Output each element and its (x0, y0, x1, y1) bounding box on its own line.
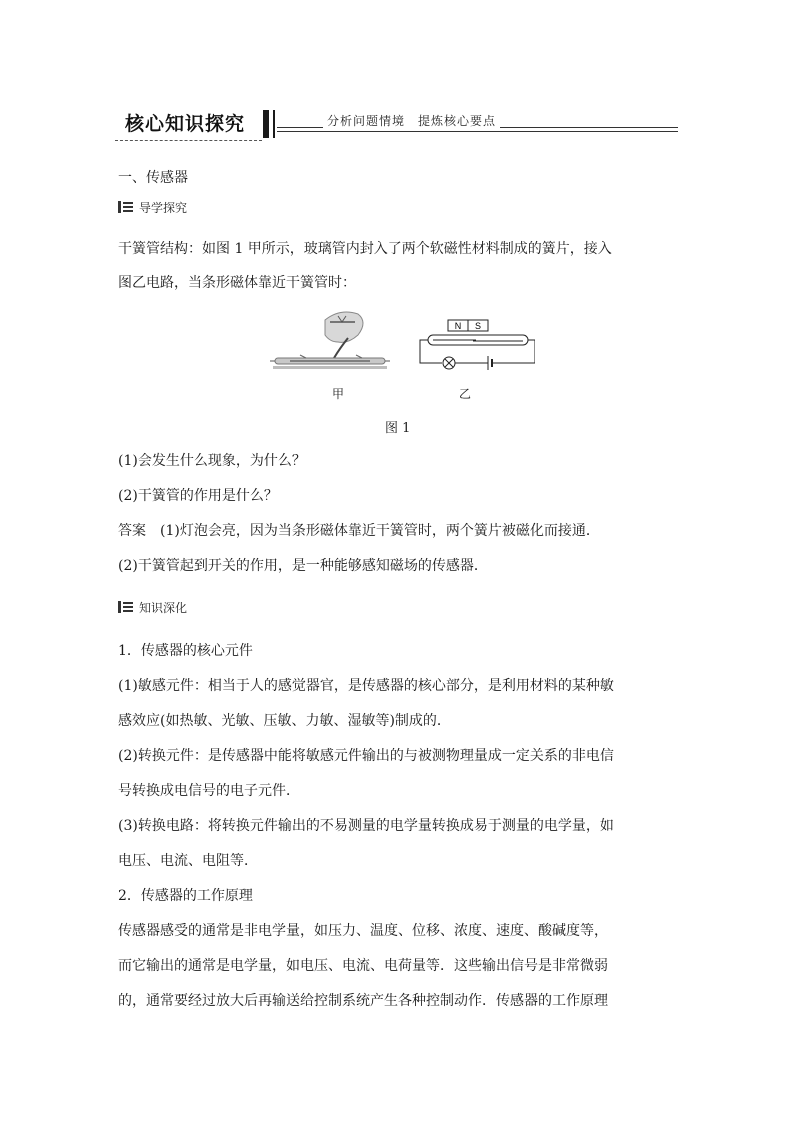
figure-label-b: 乙 (459, 387, 472, 401)
banner-title: 核心知识探究 (125, 113, 246, 135)
paragraph-line: 电压、电流、电阻等． (118, 853, 258, 869)
section-heading: 一、传感器 (118, 170, 188, 186)
reed-switch-illustration (270, 300, 535, 410)
reed-switch-image (270, 312, 390, 369)
question-line: (2)干簧管的作用是什么？ (118, 488, 278, 504)
circuit-diagram (420, 320, 535, 370)
figure-caption: 图 1 (385, 421, 411, 436)
paragraph-line: (1)敏感元件：相当于人的感觉器官，是传感器的核心部分，是利用材料的某种敏 (118, 678, 614, 694)
paragraph-line: 感效应(如热敏、光敏、压敏、力敏、湿敏等)制成的． (118, 713, 451, 729)
answer-line: 答案 (1)灯泡会亮，因为当条形磁体靠近干簧管时，两个簧片被磁化而接通． (118, 523, 600, 539)
tag-guided-inquiry (118, 199, 187, 215)
answer-line: (2)干簧管起到开关的作用，是一种能够感知磁场的传感器． (118, 558, 488, 574)
list-icon (118, 601, 133, 613)
banner-bar-thin (273, 110, 275, 138)
paragraph-line: 的，通常要经过放大后再输送给控制系统产生各种控制动作．传感器的工作原理 (118, 993, 608, 1009)
question-line: (1)会发生什么现象，为什么？ (118, 453, 306, 469)
list-icon (118, 201, 133, 213)
banner-underline (115, 140, 262, 141)
banner-bar (263, 110, 269, 138)
paragraph-line: 1．传感器的核心元件 (118, 643, 253, 659)
figure-label-a: 甲 (332, 387, 345, 401)
paragraph-line: 图乙电路，当条形磁体靠近干簧管时： (118, 275, 356, 291)
paragraph-line: 2．传感器的工作原理 (118, 888, 253, 904)
tag-knowledge-deepening (118, 599, 187, 615)
paragraph-line: 而它输出的通常是电学量，如电压、电流、电荷量等．这些输出信号是非常微弱 (118, 958, 608, 974)
section-banner (115, 108, 678, 140)
tag-label: 知识深化 (139, 600, 188, 615)
paragraph-line: (3)转换电路：将转换元件输出的不易测量的电学量转换成易于测量的电学量，如 (118, 818, 614, 834)
figure-1 (270, 300, 535, 410)
magnet-n-label: N (454, 321, 462, 331)
paragraph-line: 传感器感受的通常是非电学量，如压力、温度、位移、浓度、速度、酸碱度等， (118, 923, 608, 939)
banner-rule (277, 131, 678, 132)
banner-subtitle: 分析问题情境 提炼核心要点 (323, 112, 500, 129)
tag-label: 导学探究 (139, 200, 188, 215)
magnet-s-label: S (474, 321, 482, 331)
paragraph-line: 号转换成电信号的电子元件． (118, 783, 300, 799)
paragraph-line: (2)转换元件：是传感器中能将敏感元件输出的与被测物理量成一定关系的非电信 (118, 748, 614, 764)
paragraph-line: 干簧管结构：如图 1 甲所示，玻璃管内封入了两个软磁性材料制成的簧片，接入 (118, 241, 612, 257)
